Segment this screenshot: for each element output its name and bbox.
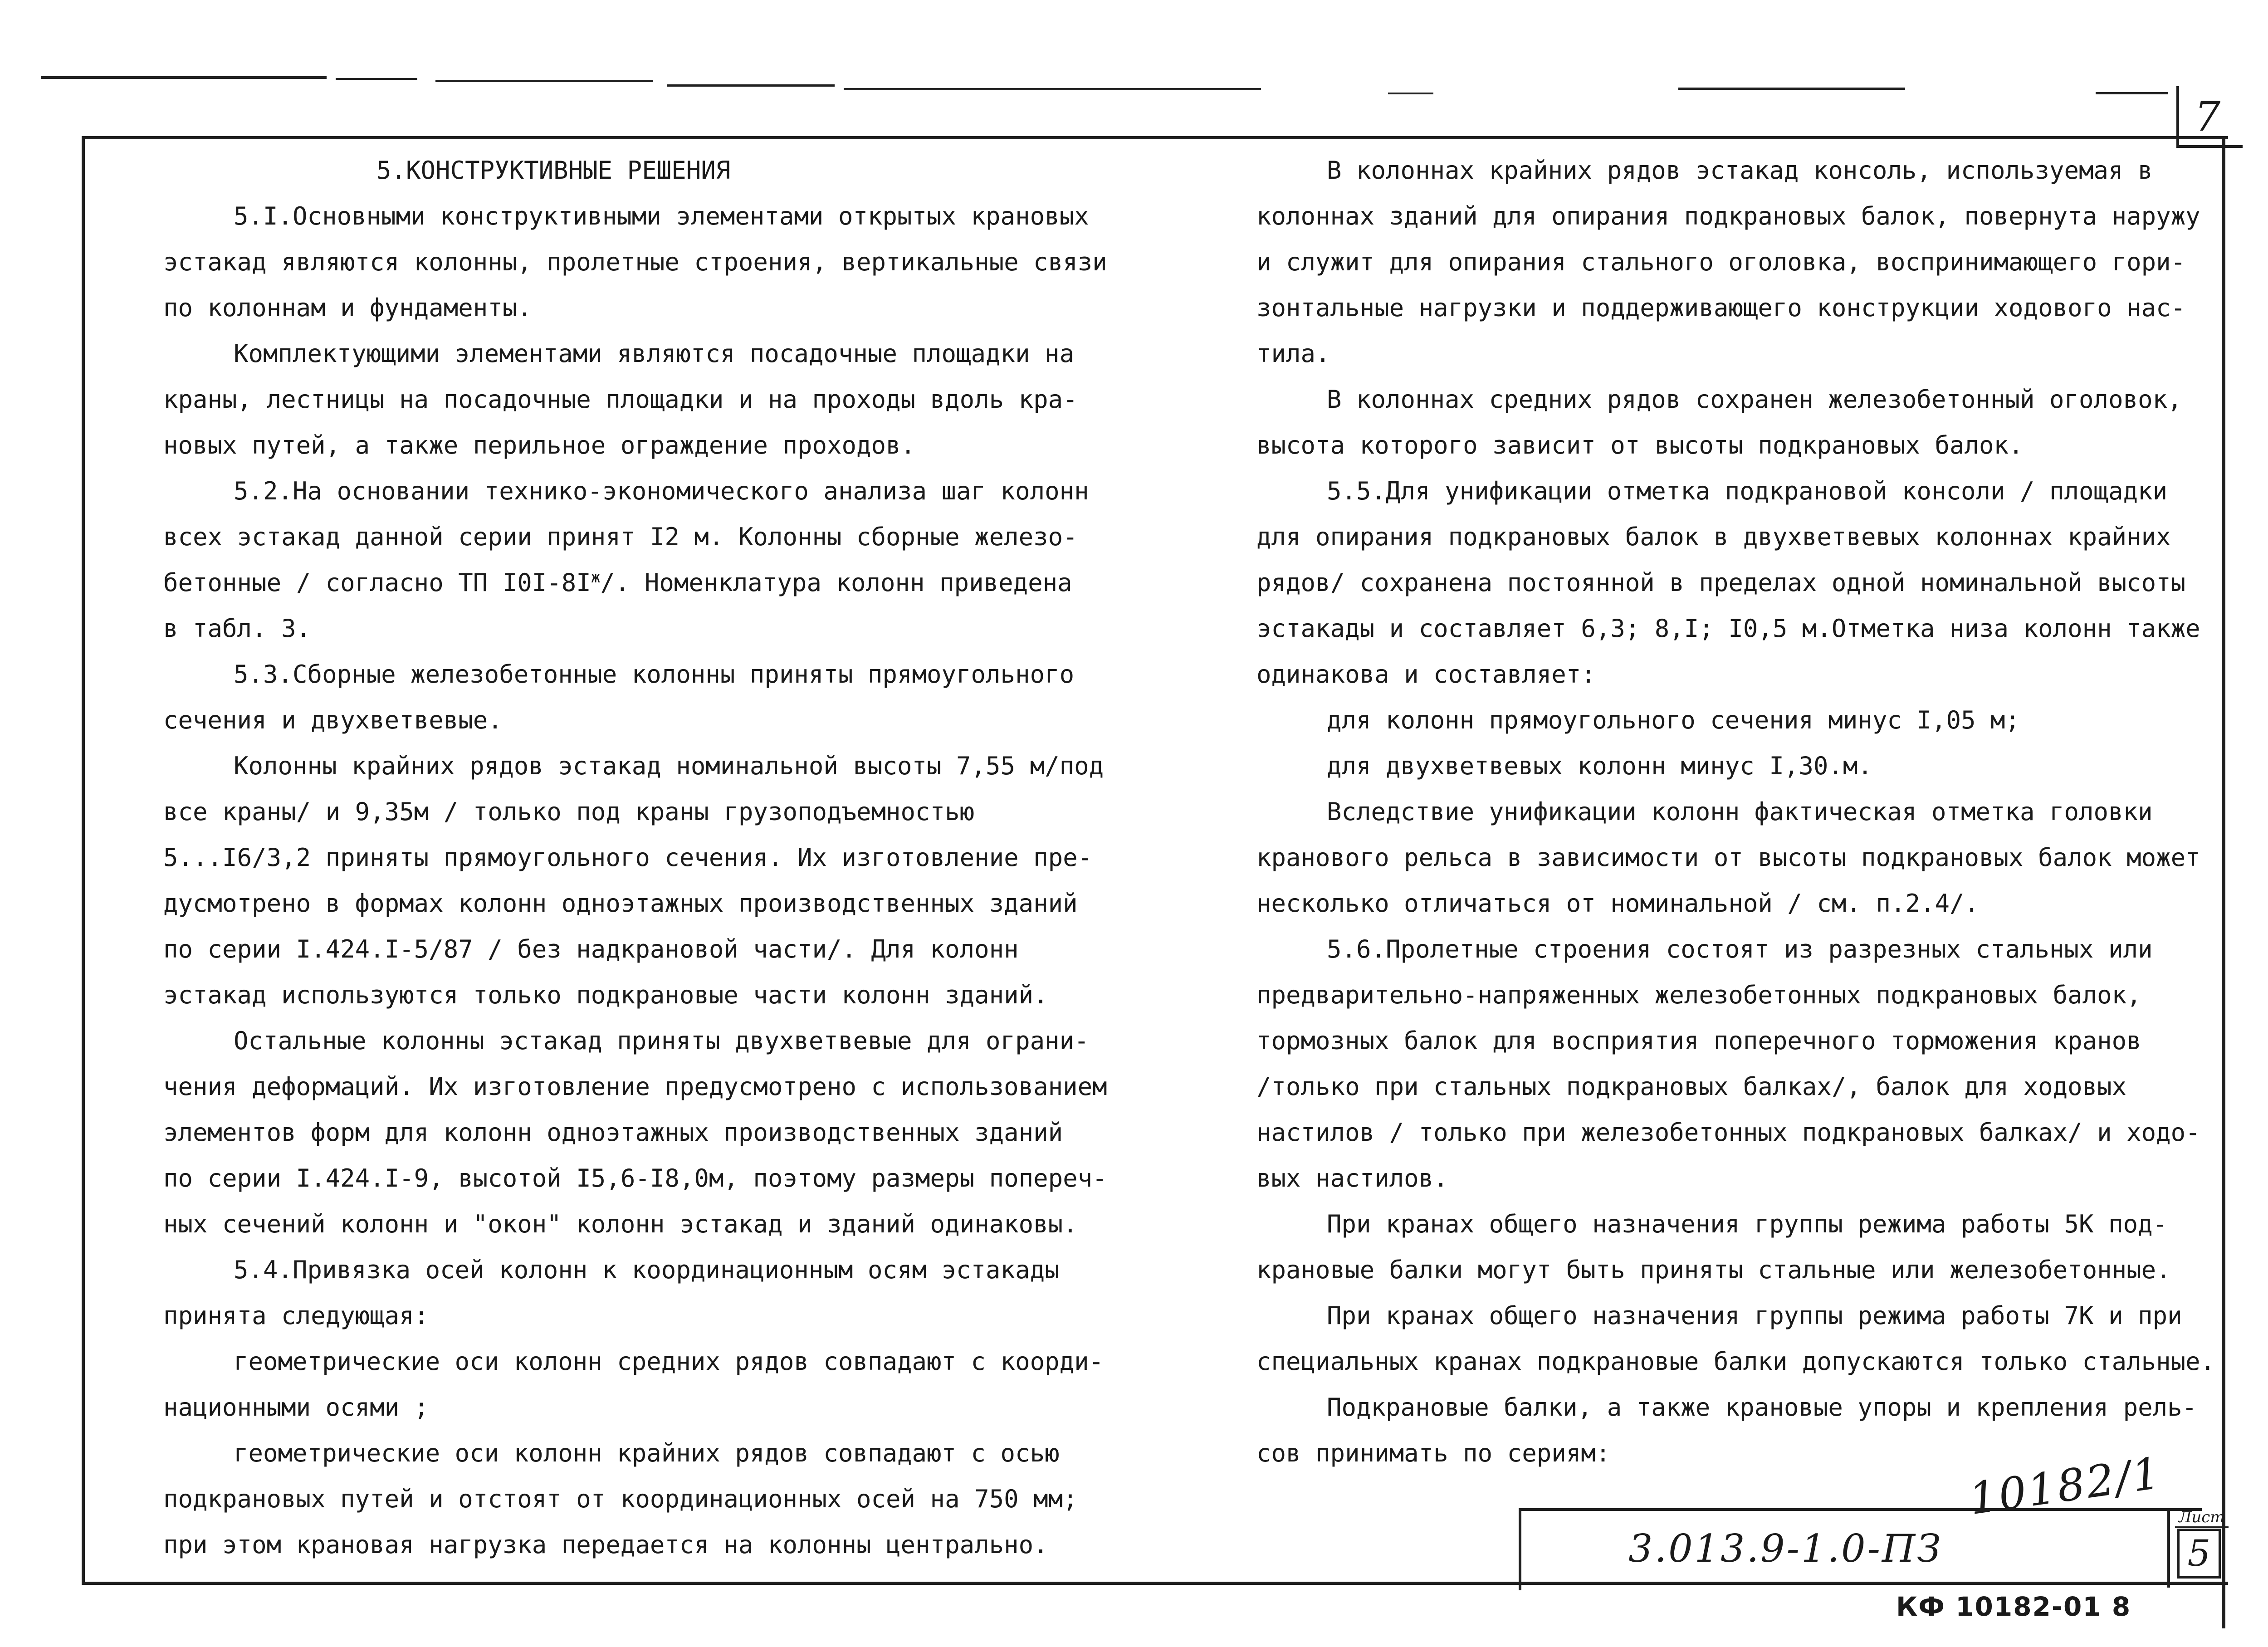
text-line: /только при стальных подкрановых балках/, балок для ходовых [1256, 1072, 2127, 1101]
text-line: При кранах общего назначения группы режима работы 5К под- [1327, 1210, 2168, 1238]
handwritten-number: 10182/1 [1966, 1447, 2165, 1525]
text-line: высота которого зависит от высоты подкрановых балок. [1256, 431, 2024, 459]
text-line: принята следующая: [163, 1301, 429, 1330]
text-line: 5.I.Основными конструктивными элементами открытых крановых [234, 202, 1089, 230]
text-line: ных сечений колонн и "окон" колонн эстакад и зданий одинаковы. [163, 1210, 1078, 1238]
text-line: рядов/ сохранена постоянной в пределах одной номинальной высоты [1256, 568, 2186, 597]
page-number: 7 [2195, 93, 2221, 141]
scan-line-6 [1388, 93, 1433, 94]
text-line: Вследствие унификации колонн фактическая отметка головки [1327, 797, 2153, 826]
text-line: сов принимать по сериям: [1256, 1439, 1611, 1467]
text-line: по серии I.424.I-9, высотой I5,6-I8,0м, поэтому размеры попереч- [163, 1164, 1107, 1192]
archive-code: КФ 10182-01 8 [1896, 1591, 2131, 1622]
text-line: несколько отличаться от номинальной / см. п.2.4/. [1256, 889, 1980, 918]
text-line: специальных кранах подкрановые балки допускаются только стальные. [1256, 1347, 2215, 1376]
scan-line-5 [844, 88, 1261, 90]
text-line: все краны/ и 9,35м / только под краны грузоподъемностью [163, 797, 975, 826]
text-line: краны, лестницы на посадочные площадки и на проходы вдоль кра- [163, 385, 1078, 414]
text-line: эстакад являются колонны, пролетные строения, вертикальные связи [163, 248, 1107, 276]
text-line: 5.2.На основании технико-экономического анализа шаг колонн [234, 477, 1089, 505]
text-line: колоннах зданий для опирания подкрановых балок, повернута наружу [1256, 202, 2200, 230]
text-fragment: бетонные / согласно ТП I0I-8I [163, 568, 591, 597]
text-line: Остальные колонны эстакад приняты двухветвевые для ограни- [234, 1026, 1089, 1055]
text-line: по колоннам и фундаменты. [163, 293, 532, 322]
text-line: Подкрановые балки, а также крановые упоры и крепления рель- [1327, 1393, 2197, 1422]
scan-line-2 [336, 78, 417, 80]
text-line: геометрические оси колонн крайних рядов совпадают с осью [234, 1439, 1060, 1467]
text-line: и служит для опирания стального оголовка, воспринимающего гори- [1256, 248, 2186, 276]
scan-line-4 [667, 84, 835, 87]
scan-line-3 [435, 80, 653, 82]
text-line: для двухветвевых колонн минус I,30.м. [1327, 752, 1872, 780]
page-frame-right-edge [2222, 136, 2225, 1628]
scan-line-1 [41, 76, 327, 79]
document-code: 3.013.9-1.0-ПЗ [1628, 1526, 1943, 1571]
text-line: предварительно-напряженных железобетонных подкрановых балок, [1256, 981, 2141, 1009]
text-line: зонтальные нагрузки и поддерживающего конструкции ходового нас- [1256, 293, 2186, 322]
left-column [163, 147, 1107, 1568]
text-line: по серии I.424.I-5/87 / без надкрановой части/. Для колонн [163, 935, 1019, 963]
text-line-with-superscript [163, 560, 1107, 606]
text-line: в табл. 3. [163, 614, 311, 643]
text-line: сечения и двухветвевые. [163, 706, 503, 734]
text-line: 5.6.Пролетные строения состоят из разрезных стальных или [1327, 935, 2153, 963]
text-line: кранового рельса в зависимости от высоты подкрановых балок может [1256, 843, 2200, 872]
text-line: геометрические оси колонн средних рядов совпадают с коорди- [234, 1347, 1104, 1376]
text-line: В колоннах средних рядов сохранен железобетонный оголовок, [1327, 385, 2182, 414]
sheet-label: Лист [2175, 1508, 2229, 1528]
text-line: при этом крановая нагрузка передается на колонны центрально. [163, 1530, 1048, 1559]
text-line: элементов форм для колонн одноэтажных производственных зданий [163, 1118, 1063, 1147]
text-line: новых путей, а также перильное ограждение проходов. [163, 431, 916, 459]
stamp-divider [2167, 1508, 2170, 1588]
text-line: для опирания подкрановых балок в двухветвевых колоннах крайних [1256, 523, 2171, 551]
text-line: настилов / только при железобетонных подкрановых балках/ и ходо- [1256, 1118, 2200, 1147]
text-line: национными осями ; [163, 1393, 429, 1422]
text-line: крановые балки могут быть приняты стальные или железобетонные. [1256, 1256, 2171, 1284]
text-line: всех эстакад данной серии принят I2 м. Колонны сборные железо- [163, 523, 1078, 551]
text-line: В колоннах крайних рядов эстакад консоль, используемая в [1327, 156, 2153, 185]
text-line: подкрановых путей и отстоят от координационных осей на 750 мм; [163, 1485, 1078, 1513]
text-line: вых настилов. [1256, 1164, 1448, 1192]
text-line: для колонн прямоугольного сечения минус I,05 м; [1327, 706, 2020, 734]
right-column [1256, 147, 2215, 1476]
scan-line-7 [1678, 88, 1905, 90]
superscript-mark: ж [591, 568, 601, 586]
section-title: 5.КОНСТРУКТИВНЫЕ РЕШЕНИЯ [376, 156, 731, 185]
sheet-number: 5 [2177, 1529, 2221, 1579]
text-line: чения деформаций. Их изготовление предусмотрено с использованием [163, 1072, 1107, 1101]
text-line: Колонны крайних рядов эстакад номинальной высоты 7,55 м/под [234, 752, 1104, 780]
text-line: дусмотрено в формах колонн одноэтажных производственных зданий [163, 889, 1078, 918]
text-line: эстакад используются только подкрановые части колонн зданий. [163, 981, 1048, 1009]
text-line: 5.3.Сборные железобетонные колонны приняты прямоугольного [234, 660, 1075, 689]
text-line: 5.5.Для унификации отметка подкрановой консоли / площадки [1327, 477, 2168, 505]
text-line: При кранах общего назначения группы режима работы 7К и при [1327, 1301, 2182, 1330]
scan-line-8 [2096, 92, 2168, 94]
text-line: Комплектующими элементами являются посадочные площадки на [234, 339, 1075, 368]
text-line: 5.4.Привязка осей колонн к координационным осям эстакады [234, 1256, 1060, 1284]
text-line: тила. [1256, 339, 1330, 368]
text-line: одинакова и составляет: [1256, 660, 1596, 689]
text-fragment: /. Номенклатура колонн приведена [600, 568, 1072, 597]
text-line: 5...I6/3,2 приняты прямоугольного сечения. Их изготовление пре- [163, 843, 1093, 872]
text-line: эстакады и составляет 6,3; 8,I; I0,5 м.Отметка низа колонн также [1256, 614, 2200, 643]
text-line: тормозных балок для восприятия поперечного торможения кранов [1256, 1026, 2141, 1055]
